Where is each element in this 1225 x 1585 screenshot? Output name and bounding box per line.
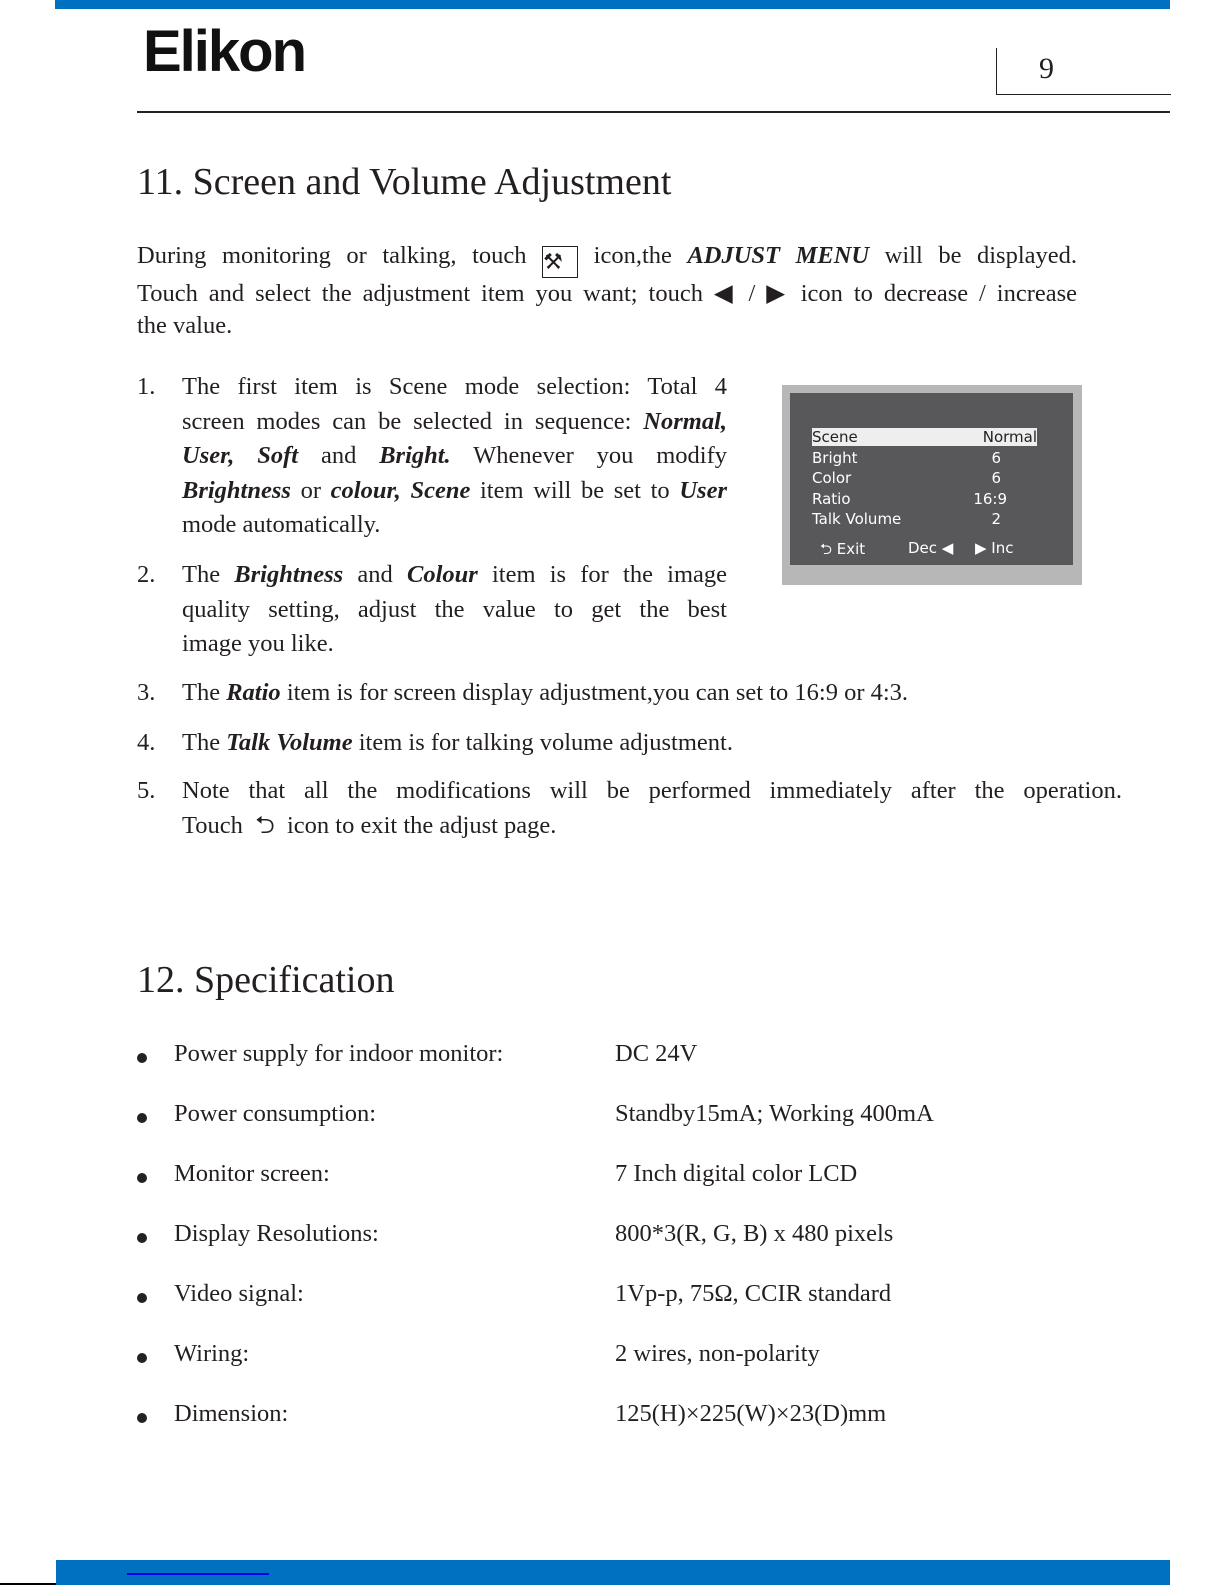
emphasis-term: Colour (406, 561, 478, 588)
text: item will be set to (470, 476, 680, 504)
list-body (182, 726, 1122, 761)
text: The (182, 729, 227, 756)
emphasis-term: Talk Volume (226, 729, 353, 756)
bullet-icon (137, 1113, 147, 1123)
tools-icon: ⚒ (542, 246, 578, 278)
text-line (182, 809, 1122, 844)
inc-label: ▶ Inc (975, 539, 1014, 557)
text: The (182, 561, 235, 588)
text: item is for talking volume adjustment. (352, 729, 733, 756)
bullet-icon (137, 1353, 147, 1363)
text-line (182, 439, 727, 474)
text: Note that all the modifications will be performed immediately after the operation. (182, 777, 1122, 804)
text-line (182, 370, 727, 405)
text: mode automatically. (182, 511, 381, 538)
triangle-left-icon: ◀ (713, 280, 738, 307)
section-12-title: 12. Specification (137, 959, 395, 1001)
bullet-icon (137, 1053, 147, 1063)
text: and (298, 442, 380, 469)
text: Touch and select the adjustment item you want; touch (137, 280, 703, 307)
list-body (182, 558, 727, 662)
bullet-icon (137, 1293, 147, 1303)
list-body (182, 676, 1122, 711)
menu-row-talk-volume[interactable] (812, 510, 1037, 528)
spec-label: Power consumption: (174, 1100, 377, 1127)
text: item is for screen display adjustment,you can set to 16:9 or 4:3. (280, 679, 909, 706)
text-line (182, 627, 727, 662)
text: item is for the image (477, 561, 728, 588)
menu-row-value: 6 (991, 448, 1001, 467)
emphasis-term: Normal, (643, 407, 727, 435)
list-number: 3. (137, 679, 156, 706)
text-line (182, 508, 727, 543)
menu-row-value: 16:9 (973, 489, 1007, 508)
menu-row-label: Ratio (812, 489, 851, 508)
emphasis-term: User (679, 476, 727, 504)
menu-row-label: Color (812, 469, 852, 487)
text: quality setting, adjust the value to get the best (182, 595, 727, 623)
emphasis-term: Brightness (234, 561, 344, 588)
spec-label: Display Resolutions: (174, 1220, 379, 1247)
emphasis-term: User, Soft (182, 442, 299, 469)
text-line (182, 676, 1122, 711)
bullet-icon (137, 1413, 147, 1423)
top-blue-bar (55, 0, 1170, 9)
text: Touch ⮌ icon to exit the adjust page. (182, 811, 557, 839)
menu-row-bright[interactable] (812, 449, 1037, 467)
exit-label: ⮌ Exit (820, 540, 866, 558)
menu-row-value: Normal (982, 428, 1037, 446)
text: will be displayed. (884, 242, 1078, 269)
spec-value: 1Vp-p, 75Ω, CCIR standard (615, 1280, 892, 1307)
text-line (182, 474, 727, 509)
adjust-menu-term: ADJUST MENU (687, 242, 870, 269)
spec-value: 125(H)×225(W)×23(D)mm (615, 1400, 887, 1427)
spec-label: Wiring: (174, 1340, 250, 1367)
intro-paragraph (137, 240, 1077, 342)
page-number: 9 (1039, 52, 1054, 85)
text-line (182, 405, 727, 440)
emphasis-term: Ratio (226, 679, 281, 706)
menu-row-value: 2 (991, 510, 1001, 528)
spec-label: Power supply for indoor monitor: (174, 1040, 504, 1067)
header-divider (137, 111, 1170, 113)
text: icon to decrease / increase (800, 280, 1078, 307)
emphasis-term: Brightness (182, 476, 291, 504)
list-body (182, 774, 1122, 843)
text-line (182, 593, 727, 628)
page-number-box (996, 48, 1171, 95)
text: During monitoring or talking, touch (137, 242, 527, 269)
menu-row-ratio[interactable] (812, 490, 1037, 508)
list-number: 5. (137, 777, 156, 804)
brand-logo: Elikon (143, 19, 306, 84)
spec-label: Dimension: (174, 1400, 289, 1427)
list-body (182, 370, 727, 543)
menu-row-value: 6 (991, 469, 1001, 487)
text: The (182, 679, 227, 706)
text: The first item is Scene mode selection: Total 4 (182, 373, 727, 400)
intro-line-3: the value. (137, 312, 233, 339)
triangle-right-icon: ▶ (766, 280, 790, 307)
menu-row-label: Bright (812, 448, 858, 467)
dec-label: Dec ◀ (908, 539, 954, 557)
footer-link-underline (127, 1573, 269, 1575)
text-line (182, 558, 727, 593)
bullet-icon (137, 1173, 147, 1183)
emphasis-term: colour, Scene (330, 476, 471, 504)
menu-row-color[interactable] (812, 469, 1037, 487)
spec-value: 2 wires, non-polarity (615, 1340, 820, 1367)
adjust-menu (790, 393, 1073, 565)
text: icon,the (593, 242, 672, 269)
bullet-icon (137, 1233, 147, 1243)
section-11-title: 11. Screen and Volume Adjustment (137, 161, 672, 203)
spec-label: Video signal: (174, 1280, 304, 1307)
adjust-menu-screenshot (782, 385, 1082, 585)
text: and (343, 561, 407, 588)
menu-row-label: Talk Volume (812, 510, 902, 528)
emphasis-term: Bright. (379, 442, 451, 469)
spec-label: Monitor screen: (174, 1160, 330, 1187)
text-line (182, 774, 1122, 809)
menu-row-label: Scene (812, 428, 858, 446)
text-line (182, 726, 1122, 761)
spec-value: 7 Inch digital color LCD (615, 1160, 858, 1187)
text: Whenever you modify (450, 442, 727, 469)
intro-line-1 (137, 240, 1077, 278)
list-number: 1. (137, 373, 156, 400)
menu-row-scene[interactable] (812, 428, 1037, 446)
text: screen modes can be selected in sequence: (182, 407, 644, 435)
spec-value: DC 24V (615, 1040, 698, 1067)
spec-value: 800*3(R, G, B) x 480 pixels (615, 1220, 894, 1247)
spec-value: Standby15mA; Working 400mA (615, 1100, 934, 1127)
list-number: 2. (137, 561, 156, 588)
text: image you like. (182, 630, 334, 657)
intro-line-2 (137, 278, 1077, 310)
text: or (290, 476, 331, 504)
text: / (748, 280, 756, 307)
list-number: 4. (137, 729, 156, 756)
